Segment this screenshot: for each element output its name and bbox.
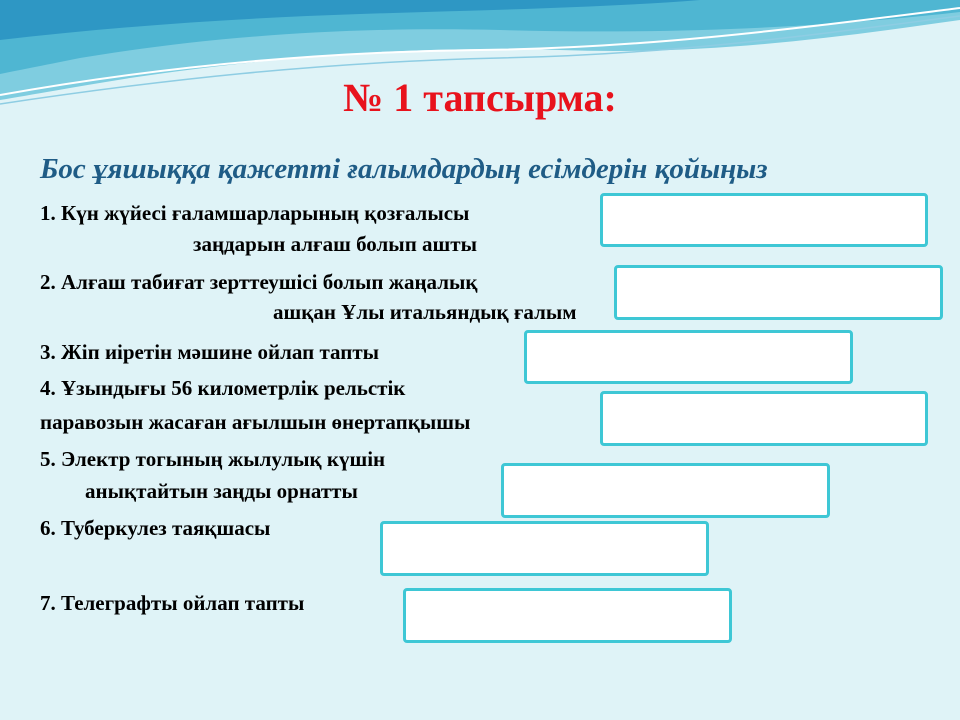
question-2-line-2: ашқан Ұлы итальяндық ғалым xyxy=(273,300,577,324)
slide-title: № 1 тапсырма: xyxy=(343,75,617,120)
question-7-line-1: 7. Телеграфты ойлап тапты xyxy=(40,591,305,615)
question-2-line-1: 2. Алғаш табиғат зерттеушісі болып жаңалық xyxy=(40,270,478,294)
question-1-line-2: заңдарын алғаш болып ашты xyxy=(193,232,477,256)
answer-box-5[interactable] xyxy=(501,463,830,518)
question-1-line-1: 1. Күн жүйесі ғаламшарларының қозғалысы xyxy=(40,201,470,225)
answer-box-1[interactable] xyxy=(600,193,928,247)
question-4-line-1: 4. Ұзындығы 56 километрлік рельстік xyxy=(40,376,406,400)
answer-box-7[interactable] xyxy=(403,588,732,643)
answer-box-4[interactable] xyxy=(600,391,928,446)
answer-box-6[interactable] xyxy=(380,521,709,576)
question-3-line-1: 3. Жіп иіретін мәшине ойлап тапты xyxy=(40,340,380,364)
slide-subtitle: Бос ұяшыққа қажетті ғалымдардың есімдерін қойыңыз xyxy=(40,153,768,185)
question-4-line-2: паравозын жасаған ағылшын өнертапқышы xyxy=(40,410,471,434)
question-5-line-2: анықтайтын заңды орнатты xyxy=(85,479,358,503)
answer-box-3[interactable] xyxy=(524,330,853,384)
answer-box-2[interactable] xyxy=(614,265,943,320)
question-6-line-1: 6. Туберкулез таяқшасы xyxy=(40,516,271,540)
question-5-line-1: 5. Электр тогының жылулық күшін xyxy=(40,447,386,471)
